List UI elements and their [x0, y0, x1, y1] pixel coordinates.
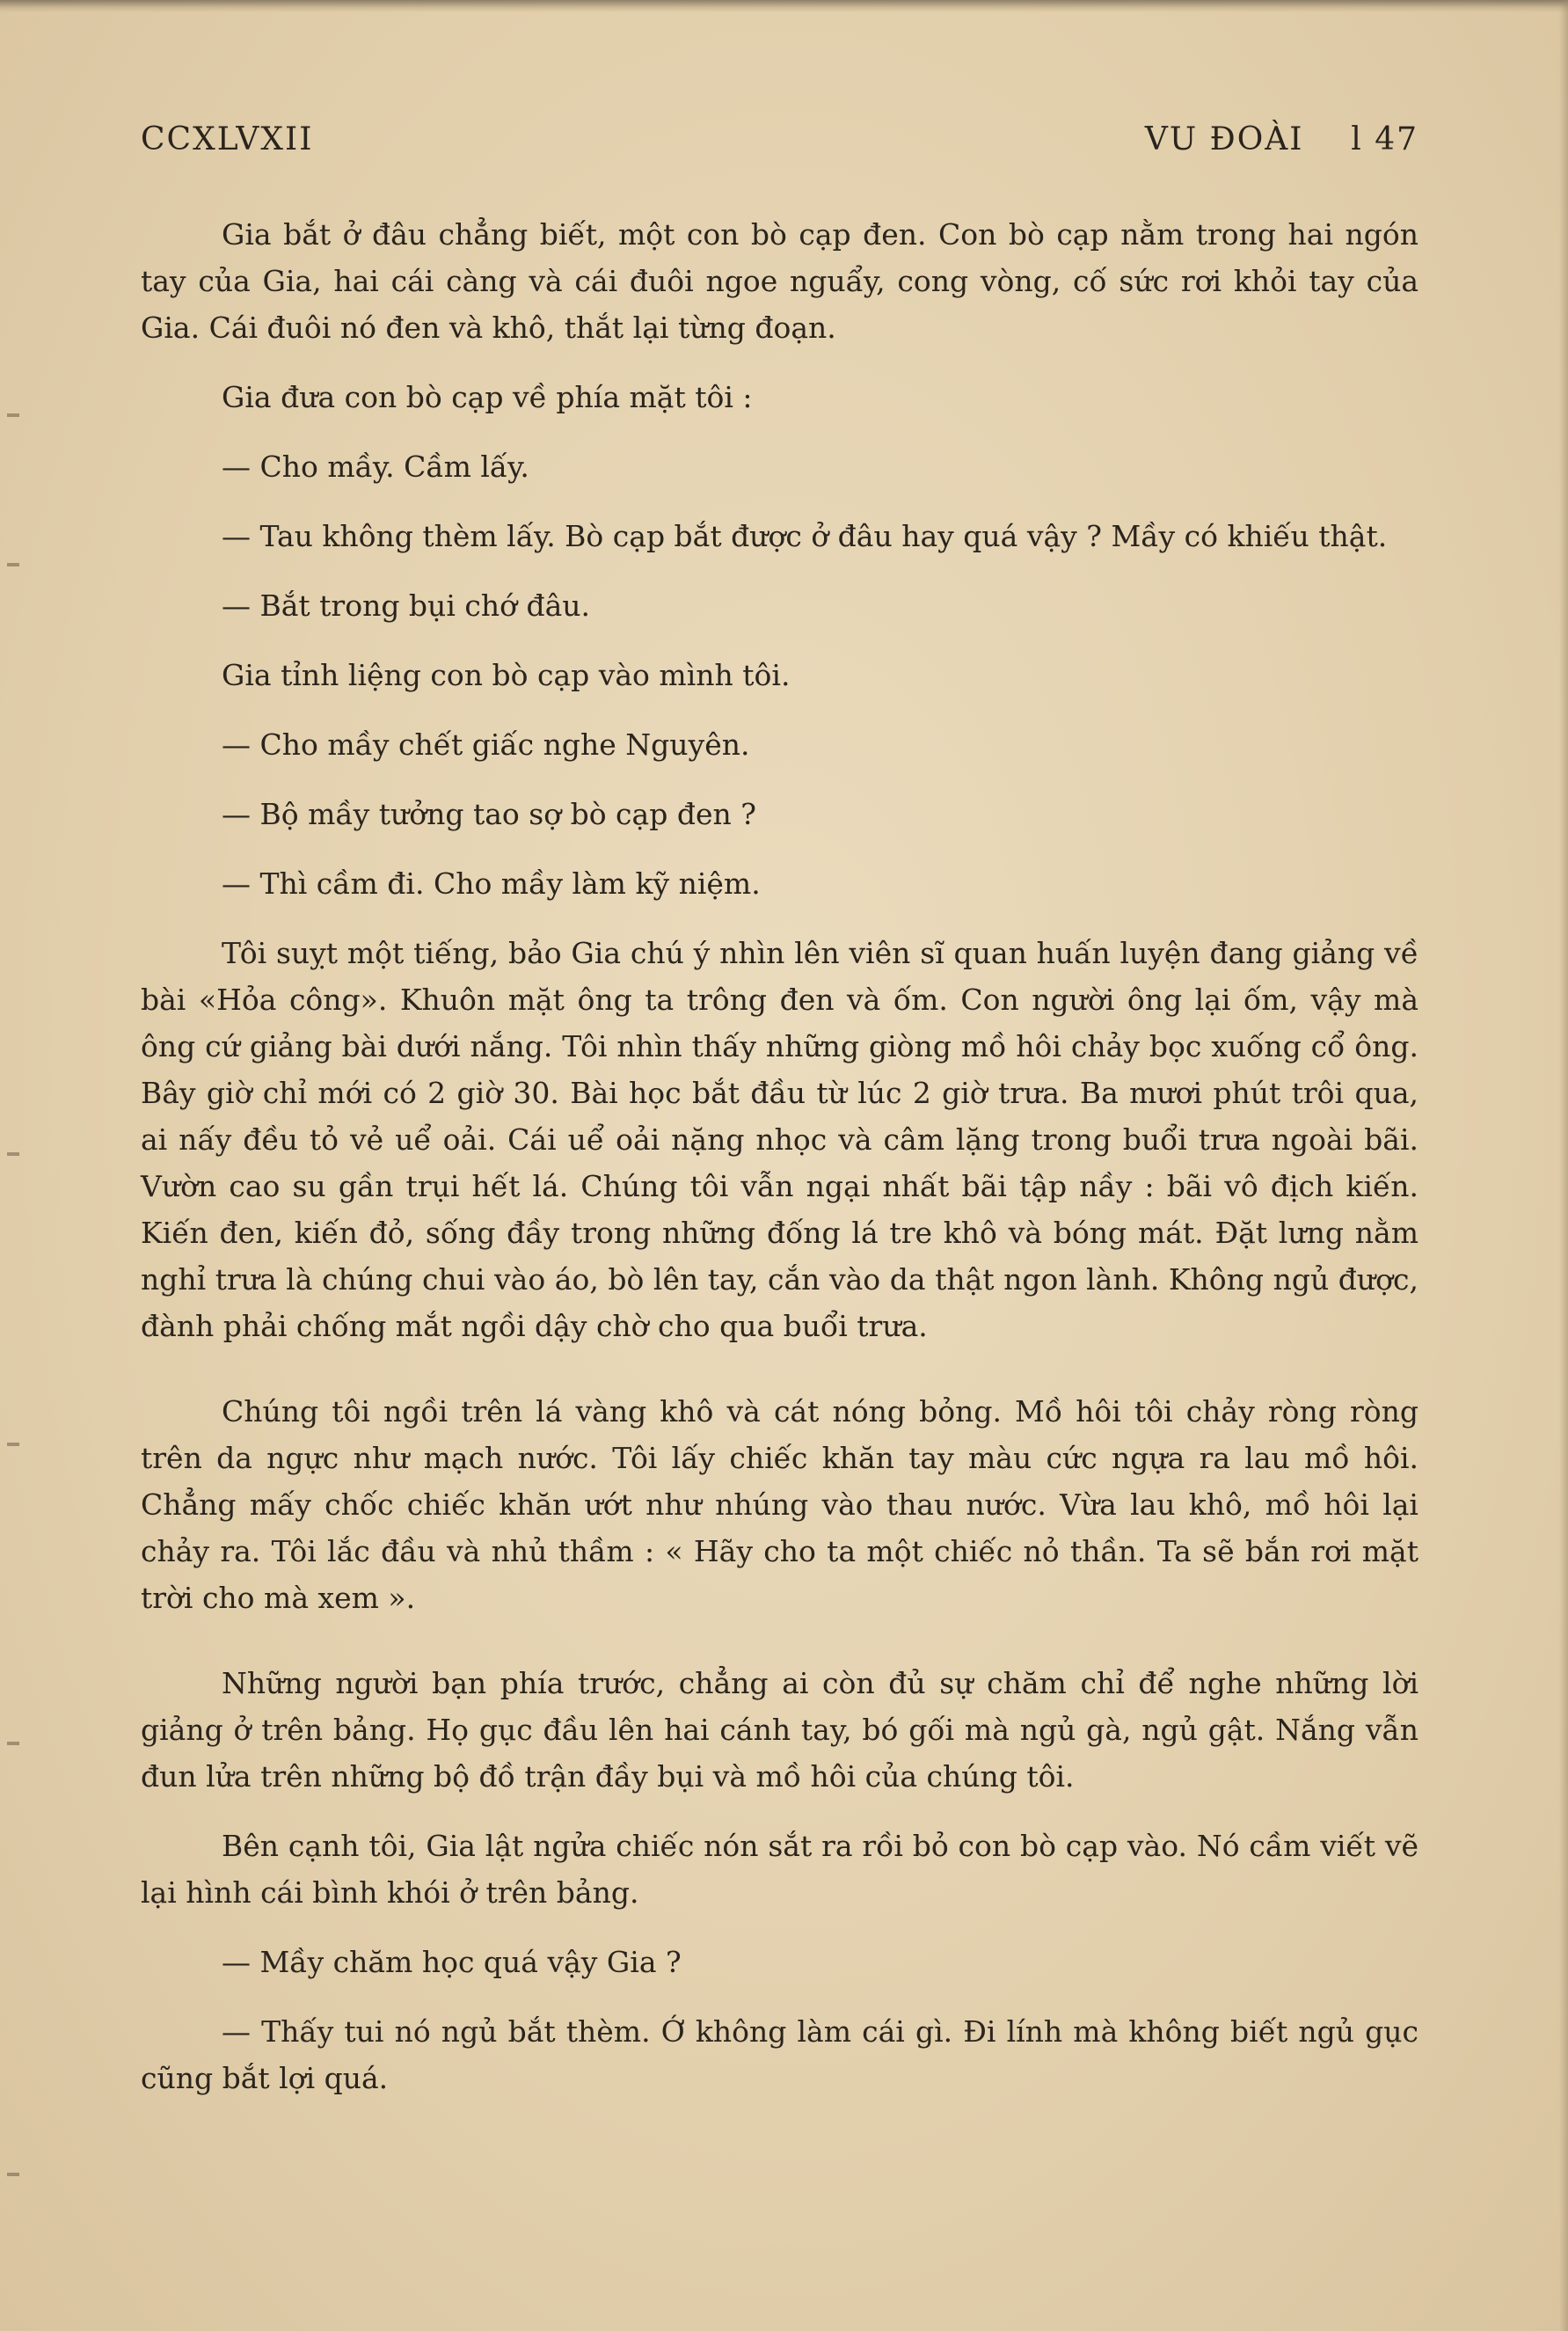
page-header — [141, 121, 1418, 174]
page-edge-mark — [7, 1443, 19, 1446]
page-edge-mark — [7, 2173, 19, 2176]
paragraph: Gia đưa con bò cạp về phía mặt tôi : — [222, 380, 753, 414]
dialogue-line: — Cho mầy chết giấc nghe Nguyên. — [222, 727, 750, 762]
page-edge-mark — [7, 1152, 19, 1156]
dialogue-line: — Bộ mầy tưởng tao sợ bò cạp đen ? — [222, 797, 756, 831]
dialogue-line: — Thấy tui nó ngủ bắt thèm. Ớ không làm cái gì. Đi lính mà không biết ngủ gục cũng bắt lợi quá. — [141, 2014, 1418, 2095]
paragraph: Chúng tôi ngồi trên lá vàng khô và cát nóng bỏng. Mồ hôi tôi chảy ròng ròng trên da ngực như mạch nước. Tôi lấy chiếc khăn tay màu cức ngựa ra lau mồ hôi. Chẳng mấy chốc chiếc khăn ướt như nhúng vào thau nước. Vừa lau khô, mồ hôi lại chảy ra. Tôi lắc đầu và nhủ thầm : « Hãy cho ta một chiếc nỏ thần. Ta sẽ bắn rơi mặt trời cho mà xem ». — [141, 1394, 1418, 1615]
page-edge-mark — [7, 1742, 19, 1745]
dialogue-line: — Thì cầm đi. Cho mầy làm kỹ niệm. — [222, 866, 761, 901]
dialogue-line: — Bắt trong bụi chớ đâu. — [222, 588, 590, 623]
chapter-number: CCXLVXII — [141, 121, 314, 157]
paragraph: Gia tỉnh liệng con bò cạp vào mình tôi. — [222, 658, 791, 692]
dialogue-line: — Cho mầy. Cầm lấy. — [222, 449, 529, 484]
dialogue-line: — Tau không thèm lấy. Bò cạp bắt được ở đâu hay quá vậy ? Mầy có khiếu thật. — [222, 519, 1388, 553]
page-edge-mark — [7, 413, 19, 417]
page-edge-mark — [7, 563, 19, 566]
paragraph: Bên cạnh tôi, Gia lật ngửa chiếc nón sắt ra rồi bỏ con bò cạp vào. Nó cầm viết vẽ lại hình cái bình khói ở trên bảng. — [141, 1829, 1418, 1910]
running-head — [1145, 121, 1418, 157]
paragraph: Tôi suỵt một tiếng, bảo Gia chú ý nhìn lên viên sĩ quan huấn luyện đang giảng về bài «Hỏa công». Khuôn mặt ông ta trông đen và ốm. Con người ông lại ốm, vậy mà ông cứ giảng bài dưới nắng. Tôi nhìn thấy những giòng mồ hôi chảy bọc xuống cổ ông. Bây giờ chỉ mới có 2 giờ 30. Bài học bắt đầu từ lúc 2 giờ trưa. Ba mươi phút trôi qua, ai nấy đều tỏ vẻ uể oải. Cái uể oải nặng nhọc và câm lặng trong buổi trưa ngoài bãi. Vườn cao su gần trụi hết lá. Chúng tôi vẫn ngại nhất bãi tập nầy : bãi vô địch kiến. Kiến đen, kiến đỏ, sống đầy trong những đống lá tre khô và bóng mát. Đặt lưng nằm nghỉ trưa là chúng chui vào áo, bò lên tay, cắn vào da thật ngon lành. Không ngủ được, đành phải chống mắt ngồi dậy chờ cho qua buổi trưa. — [141, 936, 1418, 1343]
page-number: l 47 — [1351, 121, 1418, 157]
paragraph: Gia bắt ở đâu chẳng biết, một con bò cạp đen. Con bò cạp nằm trong hai ngón tay của Gia, hai cái càng và cái đuôi ngoe nguẩy, cong vòng, cố sức rơi khỏi tay của Gia. Cái đuôi nó đen và khô, thắt lại từng đoạn. — [141, 217, 1418, 345]
body-text — [141, 211, 1418, 2124]
running-title: VU ĐOÀI — [1144, 121, 1304, 157]
dialogue-line: — Mầy chăm học quá vậy Gia ? — [222, 1945, 682, 1979]
paragraph: Những người bạn phía trước, chẳng ai còn đủ sự chăm chỉ để nghe những lời giảng ở trên bảng. Họ gục đầu lên hai cánh tay, bó gối mà ngủ gà, ngủ gật. Nắng vẫn đun lửa trên những bộ đồ trận đầy bụi và mồ hôi của chúng tôi. — [141, 1666, 1418, 1794]
